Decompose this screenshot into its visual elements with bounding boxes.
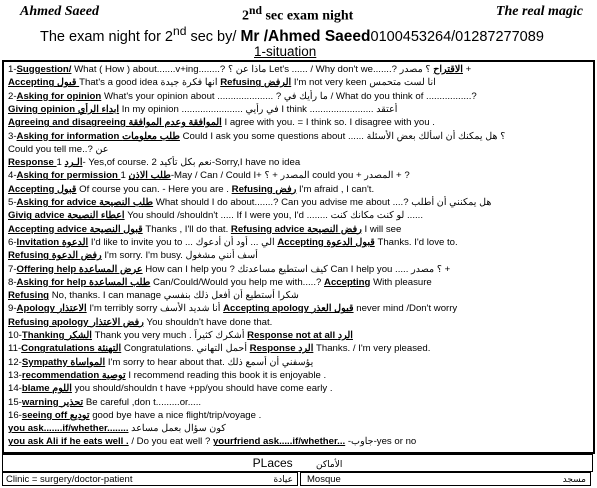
situation-line <box>8 183 593 196</box>
header-rest: sec exam night <box>261 8 354 24</box>
line-e: Thanks. / I'm very pleased. <box>313 343 431 355</box>
line-d: Response not at all الرد <box>247 330 353 341</box>
subtitle <box>40 24 544 46</box>
line-a: 7- <box>8 263 17 275</box>
line-b: seeing off توديع <box>21 409 90 421</box>
line-c: Could you tell me..? عن <box>8 143 109 155</box>
line-d: Refusing advice رفض النصيحة <box>230 223 362 235</box>
line-b: Response الـرد <box>8 157 83 169</box>
line-c: Thank you very much . أشكرك كثيراً <box>91 330 248 341</box>
line-b: Givig advice اعطاء النصيحة <box>8 210 125 222</box>
places-cell-1-en: Clinic = surgery/doctor-patient <box>6 474 133 485</box>
header <box>2 4 595 22</box>
places-ar: الأماكن <box>316 460 343 470</box>
line-b: Invitation الدعوة <box>16 236 89 248</box>
line-b: warning تحذير <box>21 396 84 408</box>
situation-line <box>8 276 593 289</box>
line-a: 9- <box>8 303 17 315</box>
situation-line <box>8 263 593 276</box>
situation-line <box>8 169 593 182</box>
places-cell-2-ar: مسجد <box>562 475 586 485</box>
situation-line <box>8 90 593 103</box>
line-c: كون سؤال بعمل مساعد <box>128 423 226 435</box>
situation-line <box>8 342 593 355</box>
places-en: PLaces <box>252 456 293 470</box>
line-b: Asking for information طلب معلومات <box>16 130 180 142</box>
situation-line <box>8 103 593 116</box>
line-c: Thanks , I'll do that. <box>142 223 231 235</box>
line-a: 10- <box>8 330 22 341</box>
line-a: 12- <box>8 356 22 368</box>
situation-line <box>8 422 593 435</box>
line-c: Congratulations. أحمل التهاني <box>121 343 250 355</box>
header-tagline: The real magic <box>495 4 583 19</box>
line-c: What should I do about.......? Can you advise me about ....? هل يمكنني أن أطلب <box>153 197 492 208</box>
line-c: I'm terribly sorry أنا شديد الأسف <box>86 303 224 315</box>
places-cell-1-ar: عيادة <box>273 475 293 485</box>
line-a: 14- <box>8 383 22 395</box>
line-c: I recommend reading this book it is enjoyable . <box>125 369 327 381</box>
line-c: Be careful ,don t.........or..... <box>83 396 202 408</box>
line-a: 4- <box>8 170 17 182</box>
line-e: I will see <box>361 223 402 235</box>
situation-line <box>8 76 593 89</box>
line-a: 5- <box>8 197 17 208</box>
line-c: I agree with you. = I think so. I disagree with you . <box>221 117 435 129</box>
situation-line <box>8 156 593 169</box>
line-c: You should /shouldn't ..... If I were you, I'd ........ لو كنت مكانك كنت ...... <box>124 210 424 222</box>
situation-line <box>8 356 593 369</box>
line-b: recommendation توصية <box>21 369 126 381</box>
line-b: Refusing apology رفض الاعتذار <box>8 316 144 328</box>
situations-box <box>2 60 595 454</box>
places-heading <box>2 454 593 472</box>
situation-line <box>8 196 593 209</box>
places-row <box>2 472 591 486</box>
situation-line <box>8 223 593 236</box>
line-c: Of course you can. - Here you are . <box>76 183 232 195</box>
situation-line <box>8 369 593 382</box>
line-c: What's your opinion about ..................... ? ما رأيك في / What do you think of .................? <box>101 90 477 102</box>
line-b: Apology الاعتذار <box>16 303 87 315</box>
situation-line <box>8 209 593 222</box>
line-b: blame اللوم <box>21 383 72 395</box>
line-d: الاقتراح <box>433 64 463 75</box>
line-d: Accepting <box>324 276 371 288</box>
line-d: Accepting قبول الدعوة <box>277 236 375 248</box>
line-c: That's a good idea انها فكرة جيدة <box>79 77 221 89</box>
line-b: Asking for advice طلب النصيحة <box>16 197 154 208</box>
situation-line <box>8 316 593 329</box>
line-a: 2- <box>8 90 17 102</box>
line-b: Refusing <box>8 290 50 302</box>
line-e: Thanks. I'd love to. <box>374 236 458 248</box>
situation-line <box>8 396 593 409</box>
line-c: You shouldn't have done that. <box>143 316 273 328</box>
line-b: Asking for help طلب المساعدة <box>16 276 151 288</box>
subtitle-pre: The exam night for 2 <box>40 28 173 45</box>
line-c: I'm sorry to hear about that. يؤسفني أن أسمع ذلك <box>105 356 314 368</box>
line-b: Suggestion/ <box>16 64 72 75</box>
places-cell-2 <box>300 472 591 486</box>
line-c: In my opinion ....................... في رأيي I think ........................ أعتقد <box>119 103 398 115</box>
line-b: Accepting قبول <box>8 77 80 89</box>
line-c: No, thanks. I can manage شكرا أستطيع أن أفعل ذلك بنفسي <box>49 290 299 302</box>
phone-numbers: 0100453264/01287277089 <box>370 28 544 45</box>
situation-line <box>8 435 593 448</box>
situation-line <box>8 130 593 143</box>
line-a: 13- <box>8 369 22 381</box>
places-cell-1 <box>2 472 298 486</box>
line-c: 1- Yes,of course. نعم بكل تأكيد 2-Sorry,I have no idea <box>56 157 301 169</box>
header-title <box>242 4 353 25</box>
situation-line <box>8 329 593 342</box>
subtitle-mid: sec by/ <box>186 28 241 45</box>
line-b: Asking for permission طلب الاذن <box>16 170 171 182</box>
line-b: Thanking الشكر <box>21 330 92 341</box>
line-b: Asking for opinion <box>16 90 102 102</box>
line-b: Accepting قبول <box>8 183 77 195</box>
line-b: Refusing رفض الدعوة <box>8 250 102 262</box>
line-a: 1- <box>8 64 17 75</box>
line-e: I'm afraid , I can't. <box>296 183 375 195</box>
situation-line <box>8 302 593 315</box>
line-a: 3- <box>8 130 17 142</box>
line-b: you ask.......if/whether........ <box>8 423 129 435</box>
teacher-name: Mr /Ahmed Saeed <box>240 27 371 45</box>
places-cell-2-en: Mosque <box>307 474 341 485</box>
line-a: 16- <box>8 409 22 421</box>
line-d: Refusing رفض <box>231 183 297 195</box>
line-a: 8- <box>8 276 17 288</box>
line-a: 6- <box>8 236 17 248</box>
line-e: I'm not very keen انا لست متحمس <box>291 77 436 89</box>
line-b: you ask Ali if he eats well . <box>8 436 129 448</box>
line-c: 1-May / Can / Could I+ المصدر + ؟ could you + المصدر + ? <box>120 170 410 182</box>
line-e: never mind /Don't worry <box>353 303 458 315</box>
line-e: ؟ مصدر + <box>399 64 472 75</box>
situation-line <box>8 249 593 262</box>
line-b: Giving opinion ابداء الرأي <box>8 103 120 115</box>
line-c: good bye have a nice flight/trip/voyage . <box>89 409 262 421</box>
line-c: you should/shouldn t have +pp/you should have come early . <box>71 383 333 395</box>
worksheet-page <box>2 2 595 486</box>
line-a: 15- <box>8 396 22 408</box>
situation-line <box>8 236 593 249</box>
situation-line <box>8 409 593 422</box>
line-c: I'm sorry. I'm busy. أسف أنني مشغول <box>101 250 258 262</box>
subtitle-sup: nd <box>173 24 187 38</box>
line-d: Refusing الرفض <box>220 77 292 89</box>
line-c: How can I help you ? كيف استطيع مساعدتك Can I help you ..... ؟ مصدر + <box>142 263 451 275</box>
line-c: What ( How ) about.......v+ing........? ماذا عن ؟ Let's ...... / Why don't we.......? <box>71 64 400 75</box>
header-sup: nd <box>249 4 262 17</box>
line-c: Could I ask you some questions about ...... ؟ هل يمكنك أن اسألك بعض الأسئلة <box>179 130 506 142</box>
line-b: Agreeing and disagreeing الموافقة وعدم الموافقة <box>8 117 222 129</box>
line-d: Response الرد <box>249 343 314 355</box>
line-b: Sympathy المواساة <box>21 356 106 368</box>
line-a: 11- <box>8 343 22 355</box>
situation-line <box>8 143 593 156</box>
line-e: -جاوب-yes or no <box>345 436 417 448</box>
situation-line <box>8 63 593 76</box>
line-e: With pleasure <box>370 276 432 288</box>
line-c: I'd like to invite you to ... الي ... أود أن أدعوك <box>88 236 278 248</box>
situation-line <box>8 382 593 395</box>
line-d: yourfriend ask.....if/whether... <box>212 436 346 448</box>
section-title: 1-situation <box>254 44 317 59</box>
header-author: Ahmed Saeed <box>20 4 99 19</box>
header-num: 2 <box>242 8 249 24</box>
line-c: Can/Could/Would you help me with.....? <box>150 276 325 288</box>
line-b: Congratulations التهنئة <box>21 343 122 355</box>
situation-line <box>8 116 593 129</box>
line-d: Accepting apology قبول العذر <box>223 303 354 315</box>
line-c: / Do you eat well ? <box>128 436 213 448</box>
situation-line <box>8 289 593 302</box>
line-b: Accepting advice قبول النصيحة <box>8 223 143 235</box>
line-b: Offering help عرض المساعدة <box>16 263 143 275</box>
